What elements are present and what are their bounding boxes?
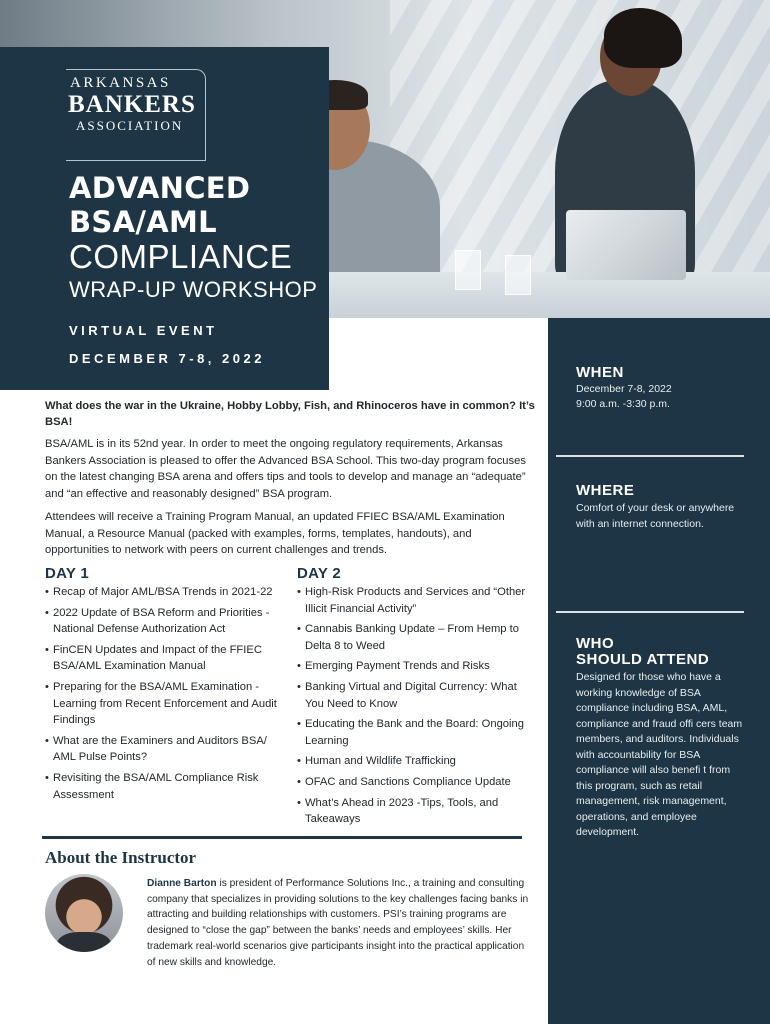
list-item: • Revisiting the BSA/AML Compliance Risk Assessment (45, 770, 290, 803)
sidebar-divider (556, 455, 744, 457)
when-time: 9:00 a.m. -3:30 p.m. (576, 398, 670, 410)
instructor-bio-text: is president of Performance Solutions Inc., a training and consulting company that specializes in providing solutions to the key challenges facing banks in attracting and building relationships with customers. PSI’s training programs are designed to “close the gap” between the banks’ needs and employees’ skills. Her trademark real-world scenarios give participants insight into the practical application of new skills and knowledge. (147, 878, 529, 968)
list-item: • Human and Wildlife Trafficking (297, 753, 537, 770)
intro-paragraph-2: Attendees will receive a Training Program Manual, an updated FFIEC BSA/AML Examination Manual, a Resource Manual (packed with examples, forms, templates, handouts), and opportunities to network with peers on current challenges and trends. (45, 511, 505, 557)
water-glass (455, 250, 481, 290)
list-item: • OFAC and Sanctions Compliance Update (297, 774, 537, 791)
instructor-avatar (45, 874, 123, 952)
who-heading-2: SHOULD ATTEND (576, 651, 710, 668)
day2-heading: DAY 2 (297, 565, 342, 582)
info-sidebar (548, 318, 770, 1024)
intro-paragraph-1: BSA/AML is in its 52nd year. In order to meet the ongoing regulatory requirements, Arkansas Bankers Association is pleased to offer the Advanced BSA School. This two-day program focuses on the latest changing BSA arena and offers tips and tools to develop and manage an “adequate” and “an effective and reasonably designed” BSA program. (45, 438, 526, 500)
water-glass (505, 255, 531, 295)
event-dates: DECEMBER 7-8, 2022 (69, 351, 265, 366)
when-heading: WHEN (576, 364, 624, 381)
title-line-1: ADVANCED (69, 171, 251, 205)
sidebar-divider (556, 611, 744, 613)
association-logo (62, 75, 212, 134)
where-text: Comfort of your desk or anywhere with an internet connection. (576, 502, 735, 530)
avatar-shirt (57, 932, 111, 952)
where-heading: WHERE (576, 482, 635, 499)
list-item: • What’s Ahead in 2023 -Tips, Tools, and Takeaways (297, 795, 537, 828)
section-divider (42, 836, 522, 839)
logo-line-2: BANKERS (68, 91, 196, 118)
title-line-4: WRAP-UP WORKSHOP (69, 277, 318, 302)
title-line-3: COMPLIANCE (69, 238, 293, 275)
list-item: • 2022 Update of BSA Reform and Priorities - National Defense Authorization Act (45, 605, 290, 638)
event-type: VIRTUAL EVENT (69, 323, 218, 338)
list-item: • What are the Examiners and Auditors BSA/ AML Pulse Points? (45, 733, 290, 766)
list-item: • Recap of Major AML/BSA Trends in 2021-22 (45, 584, 290, 601)
list-item: • Banking Virtual and Digital Currency: What You Need to Know (297, 679, 537, 712)
list-item: • Emerging Payment Trends and Risks (297, 658, 537, 675)
title-line-2: BSA/AML (69, 205, 217, 239)
list-item: • Educating the Bank and the Board: Ongoing Learning (297, 716, 537, 749)
day1-list (45, 584, 290, 807)
instructor-name: Dianne Barton (147, 878, 217, 889)
page-title (69, 171, 250, 239)
list-item: • High-Risk Products and Services and “Other Illicit Financial Activity” (297, 584, 537, 617)
day1-heading: DAY 1 (45, 565, 90, 582)
list-item: • Preparing for the BSA/AML Examination - Learning from Recent Enforcement and Audit Findings (45, 679, 290, 729)
laptop (566, 210, 686, 280)
list-item: • Cannabis Banking Update – From Hemp to Delta 8 to Weed (297, 621, 537, 654)
list-item: • FinCEN Updates and Impact of the FFIEC BSA/AML Examination Manual (45, 642, 290, 675)
who-text: Designed for those who have a working knowledge of BSA compliance including BSA, AML, compliance and fraud offi cers team members, and auditors. Individuals with accountability for BSA compliance will also benefi t from this program, such as retail management, risk management, operations, and employee development. (576, 671, 743, 838)
instructor-bio (147, 876, 532, 970)
logo-line-1: ARKANSAS (70, 75, 171, 91)
when-date: December 7-8, 2022 (576, 383, 672, 395)
instructor-heading: About the Instructor (45, 848, 197, 867)
logo-line-3: ASSOCIATION (76, 118, 184, 133)
title-panel (0, 47, 329, 390)
who-heading-1: WHO (576, 635, 615, 652)
day2-list (297, 584, 537, 832)
lead-question: What does the war in the Ukraine, Hobby Lobby, Fish, and Rhinoceros have in common? It’s BSA! (45, 400, 535, 428)
